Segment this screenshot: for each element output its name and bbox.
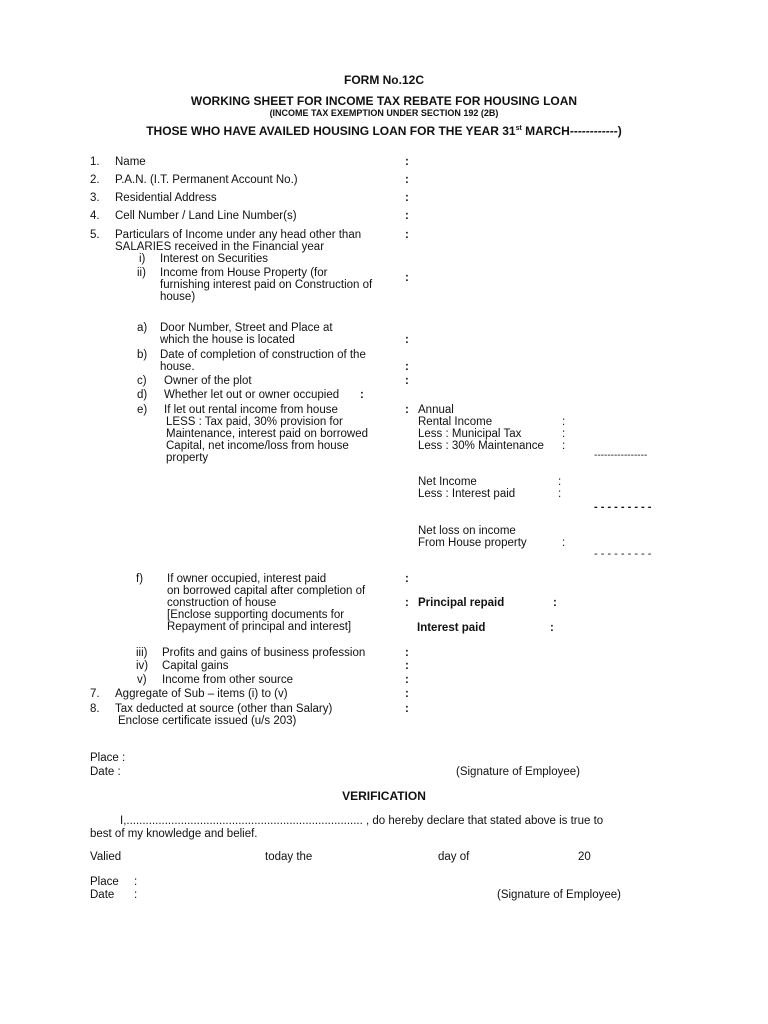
form-title: WORKING SHEET FOR INCOME TAX REBATE FOR HOUSING LOAN — [190, 94, 578, 108]
colon: : — [405, 404, 409, 416]
item-number: 7. — [90, 688, 100, 700]
completion-date-label-cont: house. — [160, 361, 195, 373]
place-label: Place — [90, 876, 119, 888]
divider-dashes: - - - - - - - - - — [594, 548, 652, 560]
business-profits-label: Profits and gains of business profession — [162, 647, 366, 659]
colon: : — [405, 334, 409, 346]
sub-letter: e) — [137, 404, 148, 416]
colon: : — [134, 876, 138, 888]
colon: : — [405, 361, 409, 373]
let-out-label: Whether let out or owner occupied — [164, 389, 340, 401]
item-number: 3. — [90, 192, 100, 204]
colon: : — [405, 597, 409, 609]
sub-item-number: v) — [137, 674, 147, 686]
principal-repaid-label: Principal repaid — [418, 597, 505, 609]
date-label: Date : — [90, 766, 121, 778]
net-loss-label: Net loss on income — [418, 525, 516, 537]
phone-label: Cell Number / Land Line Number(s) — [115, 210, 297, 222]
sub-item-number: iv) — [136, 660, 149, 672]
sub-letter: f) — [136, 573, 144, 585]
pan-label: P.A.N. (I.T. Permanent Account No.) — [115, 174, 298, 186]
house-property-label-cont: house) — [160, 291, 196, 303]
colon: : — [553, 597, 557, 609]
rental-label-cont: Capital, net income/loss from house — [166, 440, 349, 452]
house-property-label-cont: furnishing interest paid on Construction of — [160, 279, 373, 291]
rental-income-label: Rental Income — [418, 416, 493, 428]
interest-paid-label: Interest paid — [417, 622, 486, 634]
owner-occupied-label-cont: construction of house — [167, 597, 277, 609]
sub-item-number: ii) — [137, 267, 146, 279]
rental-label-cont: Maintenance, interest paid on borrowed — [166, 428, 369, 440]
sub-item-number: iii) — [136, 647, 148, 659]
net-income-label: Net Income — [418, 476, 477, 488]
form-number: FORM No.12C — [343, 73, 424, 87]
rental-label-cont: LESS : Tax paid, 30% provision for — [166, 416, 343, 428]
form-heading: THOSE WHO HAVE AVAILED HOUSING LOAN FOR THE YEAR 31st MARCH------------) — [146, 124, 622, 138]
colon: : — [405, 174, 409, 186]
item-number: 4. — [90, 210, 100, 222]
house-property-label: Income from House Property (for — [160, 267, 328, 279]
colon: : — [558, 488, 562, 500]
colon: : — [405, 703, 409, 715]
date-label: Date — [90, 889, 115, 901]
item-number: 2. — [90, 174, 100, 186]
colon: : — [405, 660, 409, 672]
item-number: 1. — [90, 156, 100, 168]
colon: : — [562, 428, 566, 440]
plot-owner-label: Owner of the plot — [164, 375, 252, 387]
annual-label: Annual — [418, 404, 454, 416]
item-number: 5. — [90, 229, 100, 241]
colon: : — [405, 674, 409, 686]
employee-signature-label: (Signature of Employee) — [456, 766, 581, 778]
less-interest-label: Less : Interest paid — [418, 488, 516, 500]
employee-signature-label: (Signature of Employee) — [497, 889, 622, 901]
year-label: 20 — [578, 851, 591, 863]
colon: : — [562, 537, 566, 549]
declaration-line: I,.......................................................................... , do hereby declare that stated above is true to — [120, 815, 604, 827]
colon: : — [558, 476, 562, 488]
maintenance-label: Less : 30% Maintenance — [418, 440, 544, 452]
colon: : — [405, 210, 409, 222]
sub-item-number: i) — [139, 253, 146, 265]
verification-title: VERIFICATION — [342, 789, 426, 803]
colon: : — [550, 622, 554, 634]
rental-label-cont: property — [166, 452, 209, 464]
address-label: Residential Address — [115, 192, 217, 204]
colon: : — [405, 156, 409, 168]
day-of-label: day of — [438, 851, 470, 863]
sub-letter: d) — [137, 389, 148, 401]
sub-letter: a) — [137, 322, 148, 334]
colon: : — [405, 688, 409, 700]
capital-gains-label: Capital gains — [162, 660, 229, 672]
form-subtitle: (INCOME TAX EXEMPTION UNDER SECTION 192 (2B) — [269, 108, 499, 118]
sub-letter: b) — [137, 349, 148, 361]
owner-occupied-label: If owner occupied, interest paid — [167, 573, 327, 585]
divider-dashes: - - - - - - - - - — [594, 501, 652, 513]
tds-label-cont: Enclose certificate issued (u/s 203) — [118, 715, 297, 727]
name-label: Name — [115, 156, 146, 168]
colon: : — [405, 647, 409, 659]
interest-securities-label: Interest on Securities — [160, 253, 269, 265]
colon: : — [360, 389, 364, 401]
owner-occupied-label-cont: Repayment of principal and interest] — [167, 621, 352, 633]
rental-label: If let out rental income from house — [164, 404, 338, 416]
door-number-label-cont: which the house is located — [160, 334, 295, 346]
municipal-tax-label: Less : Municipal Tax — [418, 428, 522, 440]
colon: : — [134, 889, 138, 901]
valied-label: Valied — [90, 851, 122, 863]
colon: : — [562, 440, 566, 452]
owner-occupied-label-cont: on borrowed capital after completion of — [167, 585, 366, 597]
colon: : — [405, 573, 409, 585]
today-label: today the — [265, 851, 313, 863]
other-source-label: Income from other source — [162, 674, 294, 686]
colon: : — [405, 192, 409, 204]
door-number-label: Door Number, Street and Place at — [160, 322, 333, 334]
divider-dashes: ---------------- — [594, 450, 648, 461]
colon: : — [405, 375, 409, 387]
colon: : — [405, 272, 409, 284]
colon: : — [405, 229, 409, 241]
declaration-line-cont: best of my knowledge and belief. — [90, 828, 258, 840]
particulars-label: Particulars of Income under any head other than — [115, 229, 362, 241]
tds-label: Tax deducted at source (other than Salary) — [115, 703, 333, 715]
sub-letter: c) — [137, 375, 147, 387]
colon: : — [562, 416, 566, 428]
owner-occupied-label-cont: [Enclose supporting documents for — [167, 609, 345, 621]
place-label: Place : — [90, 752, 126, 764]
aggregate-label: Aggregate of Sub – items (i) to (v) — [115, 688, 288, 700]
particulars-label-cont: SALARIES received in the Financial year — [115, 241, 325, 253]
completion-date-label: Date of completion of construction of the — [160, 349, 366, 361]
from-house-label: From House property — [418, 537, 527, 549]
item-number: 8. — [90, 703, 100, 715]
